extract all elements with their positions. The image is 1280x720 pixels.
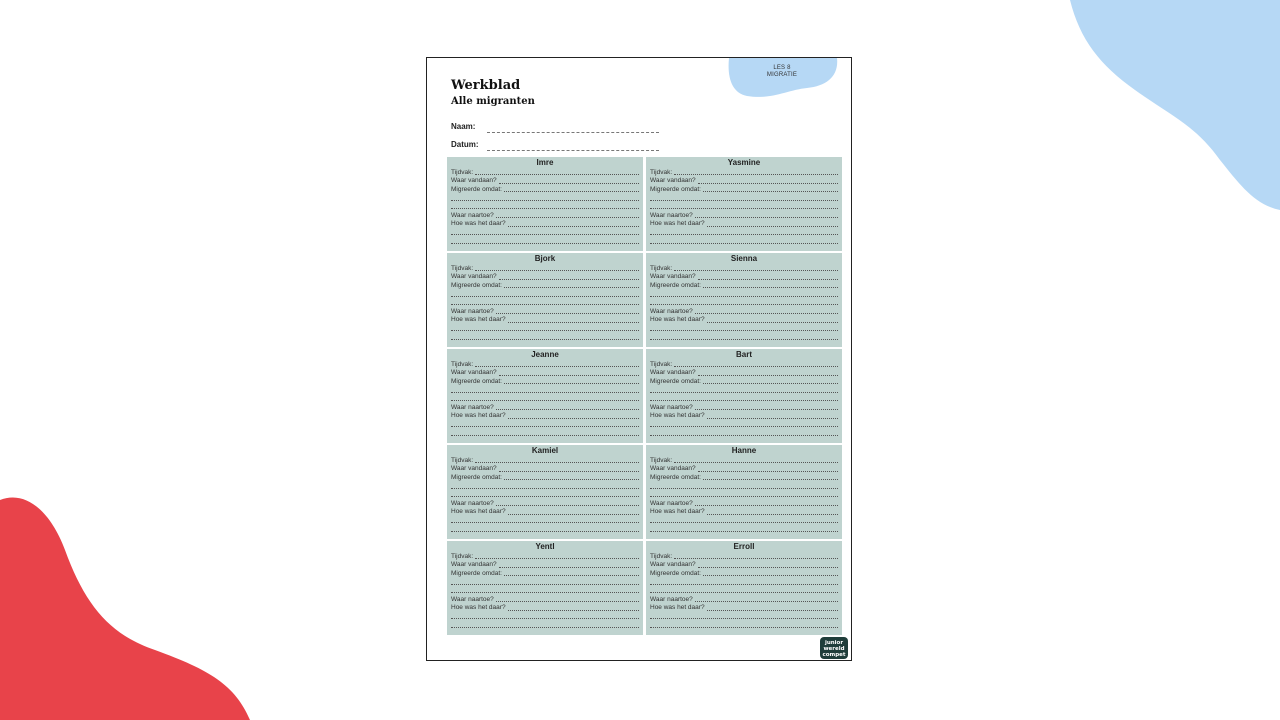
answer-line[interactable] bbox=[451, 496, 639, 497]
answer-line[interactable] bbox=[650, 435, 838, 436]
answer-line[interactable] bbox=[496, 217, 639, 218]
answer-line[interactable] bbox=[650, 392, 838, 393]
answer-row-blank bbox=[451, 420, 639, 429]
answer-row-because bbox=[451, 473, 639, 482]
answer-row-blank bbox=[451, 237, 639, 246]
answer-line[interactable] bbox=[703, 191, 838, 192]
answer-line[interactable] bbox=[703, 383, 838, 384]
row-label: Hoe was het daar? bbox=[451, 316, 506, 324]
answer-row-because bbox=[650, 569, 838, 578]
answer-line[interactable] bbox=[674, 462, 838, 463]
answer-row-from bbox=[451, 561, 639, 570]
answer-line[interactable] bbox=[451, 304, 639, 305]
answer-line[interactable] bbox=[695, 601, 838, 602]
answer-line[interactable] bbox=[504, 287, 639, 288]
migrant-card bbox=[646, 253, 842, 347]
row-label: Tijdvak: bbox=[451, 264, 474, 272]
row-label: Waar vandaan? bbox=[451, 561, 497, 569]
answer-line[interactable] bbox=[451, 592, 639, 593]
answer-line[interactable] bbox=[674, 270, 838, 271]
answer-line[interactable] bbox=[451, 584, 639, 585]
migrant-card bbox=[646, 445, 842, 539]
answer-line[interactable] bbox=[695, 217, 838, 218]
answer-row-from bbox=[650, 369, 838, 378]
migrant-card bbox=[447, 157, 643, 251]
answer-line[interactable] bbox=[504, 383, 639, 384]
answer-line[interactable] bbox=[508, 226, 639, 227]
answer-row-blank bbox=[650, 621, 838, 630]
migrant-name: Erroll bbox=[733, 542, 755, 551]
row-label: Migreerde omdat: bbox=[650, 185, 701, 193]
decorative-blue-blob bbox=[1060, 0, 1280, 215]
answer-row-from bbox=[650, 465, 838, 474]
row-label: Migreerde omdat: bbox=[451, 281, 502, 289]
answer-line[interactable] bbox=[698, 279, 838, 280]
row-label: Waar naartoe? bbox=[451, 403, 494, 411]
row-label: Tijdvak: bbox=[650, 168, 673, 176]
answer-row-blank bbox=[451, 333, 639, 342]
row-label: Migreerde omdat: bbox=[451, 569, 502, 577]
answer-line[interactable] bbox=[496, 505, 639, 506]
answer-line[interactable] bbox=[650, 339, 838, 340]
name-field[interactable] bbox=[487, 132, 659, 133]
row-label: Tijdvak: bbox=[451, 168, 474, 176]
answer-line[interactable] bbox=[496, 601, 639, 602]
answer-row-from bbox=[650, 177, 838, 186]
answer-row-because bbox=[650, 473, 838, 482]
name-label: Naam: bbox=[451, 122, 476, 131]
answer-row-era bbox=[650, 360, 838, 369]
answer-row-how bbox=[650, 604, 838, 613]
migrant-name: Sienna bbox=[730, 254, 758, 263]
answer-row-blank bbox=[451, 394, 639, 403]
answer-row-blank bbox=[650, 333, 838, 342]
row-label: Waar vandaan? bbox=[650, 177, 696, 185]
junior-wereld-logo bbox=[819, 636, 849, 660]
answer-row-blank bbox=[451, 578, 639, 587]
row-label: Tijdvak: bbox=[451, 552, 474, 560]
row-label: Hoe was het daar? bbox=[451, 220, 506, 228]
answer-line[interactable] bbox=[451, 400, 639, 401]
answer-row-blank bbox=[451, 621, 639, 630]
answer-line[interactable] bbox=[451, 426, 639, 427]
worksheet-page bbox=[426, 57, 852, 661]
row-label: Waar vandaan? bbox=[451, 273, 497, 281]
answer-row-era bbox=[451, 168, 639, 177]
answer-row-blank bbox=[451, 586, 639, 595]
row-label: Waar naartoe? bbox=[650, 499, 693, 507]
answer-row-blank bbox=[650, 394, 838, 403]
row-label: Waar naartoe? bbox=[650, 307, 693, 315]
answer-line[interactable] bbox=[499, 471, 639, 472]
migrant-name: Jeanne bbox=[531, 350, 559, 359]
answer-line[interactable] bbox=[703, 287, 838, 288]
answer-row-era bbox=[451, 360, 639, 369]
row-label: Tijdvak: bbox=[451, 360, 474, 368]
migrant-card bbox=[646, 157, 842, 251]
answer-line[interactable] bbox=[707, 322, 838, 323]
answer-row-blank bbox=[650, 490, 838, 499]
row-label: Waar vandaan? bbox=[650, 561, 696, 569]
answer-line[interactable] bbox=[650, 627, 838, 628]
migrant-name: Bjork bbox=[534, 254, 556, 263]
page-subtitle: Alle migranten bbox=[451, 96, 535, 107]
answer-line[interactable] bbox=[695, 409, 838, 410]
answer-row-blank bbox=[451, 612, 639, 621]
answer-line[interactable] bbox=[499, 375, 639, 376]
row-label: Tijdvak: bbox=[650, 264, 673, 272]
page-title: Werkblad bbox=[451, 78, 521, 93]
row-label: Hoe was het daar? bbox=[451, 508, 506, 516]
answer-row-blank bbox=[451, 516, 639, 525]
answer-line[interactable] bbox=[475, 174, 639, 175]
answer-line[interactable] bbox=[695, 505, 838, 506]
migrant-card bbox=[646, 541, 842, 635]
answer-row-how bbox=[451, 412, 639, 421]
row-label: Tijdvak: bbox=[451, 456, 474, 464]
answer-line[interactable] bbox=[650, 522, 838, 523]
answer-row-blank bbox=[451, 202, 639, 211]
answer-line[interactable] bbox=[650, 208, 838, 209]
answer-row-how bbox=[451, 604, 639, 613]
answer-line[interactable] bbox=[496, 409, 639, 410]
row-label: Waar vandaan? bbox=[650, 465, 696, 473]
answer-row-blank bbox=[650, 290, 838, 299]
answer-line[interactable] bbox=[475, 270, 639, 271]
answer-line[interactable] bbox=[703, 575, 838, 576]
answer-line[interactable] bbox=[451, 618, 639, 619]
row-label: Waar vandaan? bbox=[650, 273, 696, 281]
answer-row-blank bbox=[650, 237, 838, 246]
answer-line[interactable] bbox=[451, 339, 639, 340]
answer-row-blank bbox=[650, 386, 838, 395]
row-label: Waar naartoe? bbox=[451, 499, 494, 507]
answer-line[interactable] bbox=[451, 488, 639, 489]
answer-row-era bbox=[451, 264, 639, 273]
answer-line[interactable] bbox=[650, 330, 838, 331]
answer-row-blank bbox=[650, 202, 838, 211]
logo-line-3: compet bbox=[822, 652, 846, 658]
answer-row-how bbox=[451, 508, 639, 517]
row-label: Hoe was het daar? bbox=[451, 604, 506, 612]
answer-row-from bbox=[650, 561, 838, 570]
answer-row-blank bbox=[451, 490, 639, 499]
answer-line[interactable] bbox=[650, 488, 838, 489]
row-label: Waar naartoe? bbox=[451, 307, 494, 315]
answer-row-blank bbox=[451, 525, 639, 534]
answer-row-blank bbox=[650, 228, 838, 237]
answer-row-blank bbox=[451, 298, 639, 307]
migrant-name: Yasmine bbox=[727, 158, 761, 167]
answer-row-because bbox=[650, 281, 838, 290]
date-field[interactable] bbox=[487, 150, 659, 151]
answer-row-from bbox=[451, 177, 639, 186]
migrant-card bbox=[447, 445, 643, 539]
migrant-cards-grid bbox=[447, 157, 843, 635]
row-label: Tijdvak: bbox=[650, 360, 673, 368]
row-label: Tijdvak: bbox=[650, 552, 673, 560]
answer-line[interactable] bbox=[451, 522, 639, 523]
answer-line[interactable] bbox=[650, 531, 838, 532]
answer-row-to bbox=[650, 403, 838, 412]
answer-line[interactable] bbox=[475, 558, 639, 559]
answer-line[interactable] bbox=[451, 435, 639, 436]
answer-line[interactable] bbox=[650, 426, 838, 427]
answer-line[interactable] bbox=[508, 514, 639, 515]
answer-row-blank bbox=[451, 482, 639, 491]
answer-row-how bbox=[650, 220, 838, 229]
row-label: Hoe was het daar? bbox=[650, 508, 705, 516]
answer-row-how bbox=[650, 508, 838, 517]
answer-row-to bbox=[650, 499, 838, 508]
answer-line[interactable] bbox=[707, 514, 838, 515]
answer-row-how bbox=[650, 316, 838, 325]
migrant-name: Yentl bbox=[535, 542, 555, 551]
migrant-card bbox=[447, 253, 643, 347]
answer-row-era bbox=[451, 456, 639, 465]
answer-row-to bbox=[650, 307, 838, 316]
row-label: Migreerde omdat: bbox=[451, 185, 502, 193]
answer-row-how bbox=[650, 412, 838, 421]
answer-row-era bbox=[451, 552, 639, 561]
answer-line[interactable] bbox=[451, 200, 639, 201]
answer-row-blank bbox=[451, 290, 639, 299]
answer-row-from bbox=[451, 369, 639, 378]
answer-row-blank bbox=[451, 228, 639, 237]
answer-line[interactable] bbox=[508, 322, 639, 323]
migrant-name: Kamiel bbox=[531, 446, 559, 455]
answer-line[interactable] bbox=[698, 567, 838, 568]
answer-row-to bbox=[451, 307, 639, 316]
migrant-card bbox=[447, 541, 643, 635]
answer-row-blank bbox=[650, 420, 838, 429]
answer-line[interactable] bbox=[451, 627, 639, 628]
row-label: Hoe was het daar? bbox=[650, 316, 705, 324]
answer-row-because bbox=[451, 377, 639, 386]
decorative-red-blob bbox=[0, 490, 260, 720]
answer-row-how bbox=[451, 220, 639, 229]
answer-line[interactable] bbox=[499, 279, 639, 280]
row-label: Migreerde omdat: bbox=[650, 569, 701, 577]
answer-line[interactable] bbox=[451, 208, 639, 209]
lesson-badge: LES 8 MIGRATIE bbox=[766, 65, 798, 78]
row-label: Waar vandaan? bbox=[451, 177, 497, 185]
answer-row-blank bbox=[650, 298, 838, 307]
migrant-name: Imre bbox=[536, 158, 554, 167]
answer-line[interactable] bbox=[451, 330, 639, 331]
answer-line[interactable] bbox=[650, 234, 838, 235]
answer-line[interactable] bbox=[707, 610, 838, 611]
answer-line[interactable] bbox=[707, 226, 838, 227]
answer-line[interactable] bbox=[451, 392, 639, 393]
answer-line[interactable] bbox=[496, 313, 639, 314]
answer-line[interactable] bbox=[650, 584, 838, 585]
answer-line[interactable] bbox=[499, 567, 639, 568]
answer-line[interactable] bbox=[650, 592, 838, 593]
logo-line-2: wereld bbox=[823, 646, 845, 652]
answer-row-to bbox=[451, 595, 639, 604]
migrant-card bbox=[646, 349, 842, 443]
answer-row-to bbox=[451, 211, 639, 220]
answer-row-era bbox=[650, 456, 838, 465]
answer-line[interactable] bbox=[650, 496, 838, 497]
answer-line[interactable] bbox=[698, 471, 838, 472]
row-label: Hoe was het daar? bbox=[451, 412, 506, 420]
answer-row-blank bbox=[451, 386, 639, 395]
migrant-name: Bart bbox=[735, 350, 752, 359]
row-label: Hoe was het daar? bbox=[650, 412, 705, 420]
answer-line[interactable] bbox=[698, 375, 838, 376]
answer-line[interactable] bbox=[451, 531, 639, 532]
migrant-card bbox=[447, 349, 643, 443]
answer-line[interactable] bbox=[707, 418, 838, 419]
logo-line-1: junior bbox=[824, 640, 844, 646]
row-label: Tijdvak: bbox=[650, 456, 673, 464]
answer-line[interactable] bbox=[451, 234, 639, 235]
answer-line[interactable] bbox=[508, 610, 639, 611]
answer-row-from bbox=[451, 465, 639, 474]
answer-line[interactable] bbox=[650, 304, 838, 305]
row-label: Waar naartoe? bbox=[650, 595, 693, 603]
row-label: Waar vandaan? bbox=[451, 465, 497, 473]
answer-line[interactable] bbox=[674, 366, 838, 367]
answer-row-blank bbox=[650, 578, 838, 587]
answer-row-era bbox=[650, 264, 838, 273]
answer-row-blank bbox=[451, 324, 639, 333]
row-label: Waar naartoe? bbox=[650, 211, 693, 219]
answer-row-to bbox=[650, 211, 838, 220]
answer-row-because bbox=[451, 569, 639, 578]
answer-line[interactable] bbox=[650, 243, 838, 244]
answer-row-because bbox=[451, 185, 639, 194]
row-label: Migreerde omdat: bbox=[451, 473, 502, 481]
answer-line[interactable] bbox=[650, 200, 838, 201]
answer-line[interactable] bbox=[698, 183, 838, 184]
answer-line[interactable] bbox=[674, 174, 838, 175]
answer-row-era bbox=[650, 552, 838, 561]
row-label: Waar vandaan? bbox=[650, 369, 696, 377]
answer-row-from bbox=[650, 273, 838, 282]
row-label: Waar naartoe? bbox=[451, 211, 494, 219]
answer-line[interactable] bbox=[650, 296, 838, 297]
row-label: Migreerde omdat: bbox=[650, 281, 701, 289]
answer-line[interactable] bbox=[451, 296, 639, 297]
answer-row-era bbox=[650, 168, 838, 177]
answer-line[interactable] bbox=[650, 618, 838, 619]
answer-line[interactable] bbox=[475, 462, 639, 463]
answer-line[interactable] bbox=[504, 191, 639, 192]
answer-row-to bbox=[451, 499, 639, 508]
answer-line[interactable] bbox=[650, 400, 838, 401]
answer-row-from bbox=[451, 273, 639, 282]
row-label: Waar naartoe? bbox=[650, 403, 693, 411]
answer-line[interactable] bbox=[703, 479, 838, 480]
answer-row-blank bbox=[451, 194, 639, 203]
date-label: Datum: bbox=[451, 140, 479, 149]
row-label: Migreerde omdat: bbox=[650, 473, 701, 481]
answer-row-because bbox=[650, 377, 838, 386]
answer-row-to bbox=[650, 595, 838, 604]
answer-row-to bbox=[451, 403, 639, 412]
row-label: Waar naartoe? bbox=[451, 595, 494, 603]
migrant-name: Hanne bbox=[731, 446, 757, 455]
answer-row-blank bbox=[650, 482, 838, 491]
answer-line[interactable] bbox=[451, 243, 639, 244]
answer-row-how bbox=[451, 316, 639, 325]
answer-row-blank bbox=[650, 516, 838, 525]
answer-row-blank bbox=[650, 194, 838, 203]
answer-line[interactable] bbox=[475, 366, 639, 367]
answer-line[interactable] bbox=[695, 313, 838, 314]
answer-row-because bbox=[451, 281, 639, 290]
answer-line[interactable] bbox=[674, 558, 838, 559]
answer-row-blank bbox=[650, 429, 838, 438]
row-label: Waar vandaan? bbox=[451, 369, 497, 377]
row-label: Hoe was het daar? bbox=[650, 604, 705, 612]
answer-line[interactable] bbox=[508, 418, 639, 419]
answer-row-blank bbox=[650, 612, 838, 621]
answer-row-blank bbox=[650, 586, 838, 595]
row-label: Migreerde omdat: bbox=[650, 377, 701, 385]
answer-line[interactable] bbox=[504, 479, 639, 480]
answer-row-blank bbox=[650, 324, 838, 333]
answer-row-blank bbox=[451, 429, 639, 438]
answer-row-blank bbox=[650, 525, 838, 534]
answer-row-because bbox=[650, 185, 838, 194]
row-label: Hoe was het daar? bbox=[650, 220, 705, 228]
answer-line[interactable] bbox=[499, 183, 639, 184]
row-label: Migreerde omdat: bbox=[451, 377, 502, 385]
answer-line[interactable] bbox=[504, 575, 639, 576]
